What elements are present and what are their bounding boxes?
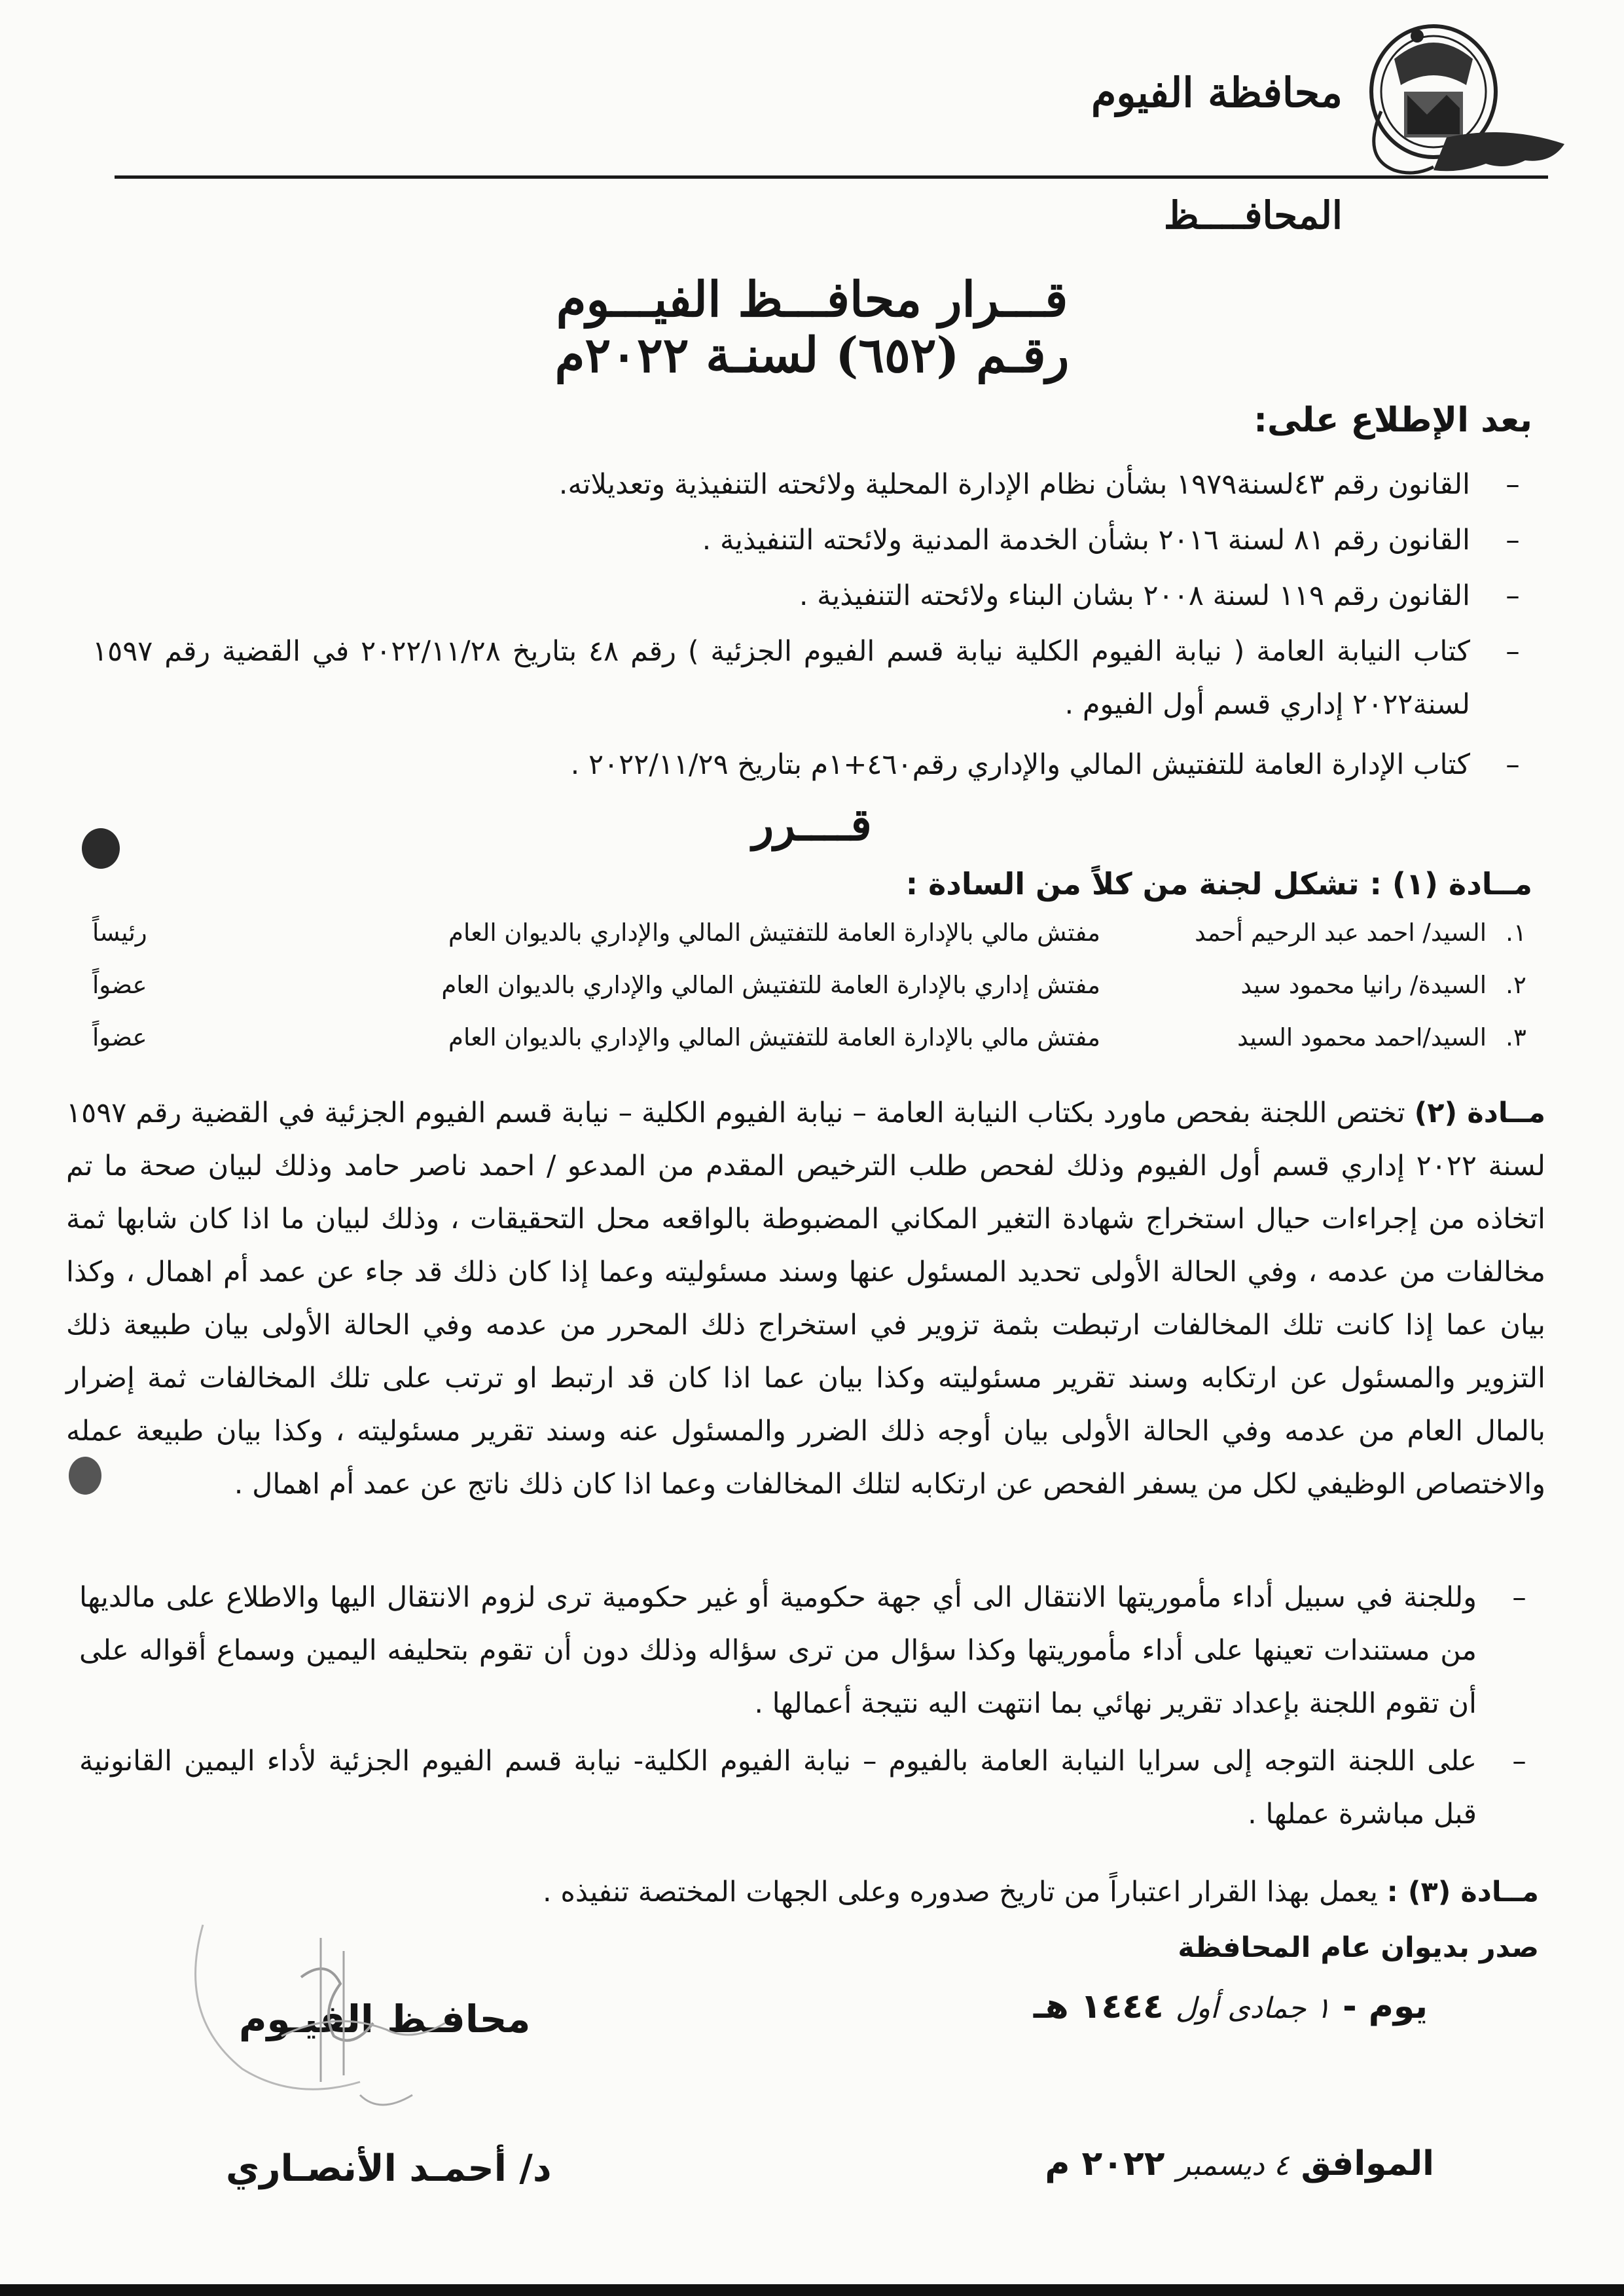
member-row: ٣. السيد/احمد محمود السيد مفتش مالي بالإدارة العامة للتفتيش المالي والإداري بالديوان العام عضواً	[92, 1023, 1526, 1051]
dash-bullet: –	[1506, 748, 1520, 781]
member-position: مفتش مالي بالإدارة العامة للتفتيش المالي والإداري بالديوان العام	[448, 1023, 1100, 1051]
member-row: ٢. السيدة/ رانيا محمود سيد مفتش إداري بالإدارة العامة للتفتيش المالي والإداري بالديوان العام عضواً	[92, 971, 1526, 999]
decision-heading: قــــرر	[752, 799, 872, 851]
handwritten-hijri-day: ١ جمادى أول	[1175, 1992, 1331, 2025]
governorate-name: محافظة الفيوم	[1091, 69, 1343, 117]
article2-heading: مــادة (٢)	[1414, 1097, 1545, 1129]
article2-body	[66, 1087, 1545, 1511]
preamble-item: – القانون رقم ١١٩ لسنة ٢٠٠٨ بشان البناء ولائحته التنفيذية .	[92, 570, 1532, 623]
preamble-item: – كتاب الإدارة العامة للتفتيش المالي والإداري رقم٤٦٠+١م بتاريخ ٢٠٢٢/١١/٢٩ .	[92, 738, 1532, 792]
handwritten-gregorian-day: ٤ ديسمبر	[1176, 2149, 1290, 2182]
member-name: السيد/ احمد عبد الرحيم أحمد	[1195, 919, 1487, 947]
member-row: ١. السيد/ احمد عبد الرحيم أحمد مفتش مالي بالإدارة العامة للتفتيش المالي والإداري بالديوان العام رئيساً	[92, 919, 1526, 947]
article2-text: تختص اللجنة بفحص ماورد بكتاب النيابة العامة – نيابة الفيوم الكلية – نيابة قسم الفيوم الجزئية في القضية رقم ١٥٩٧ لسنة ٢٠٢٢ إداري قسم أول الفيوم وذلك لفحص طلب الترخيص المقدم من المدعو / احمد ناصر حامد وذلك لبيان صحة ما تم اتخاذه من إجراءات حيال استخراج شهادة التغير المكاني المضبوطة بالواقعه محل التحقيقات ، وذلك لبيان ما اذا كان شابها ثمة مخالفات من عدمه ، وفي الحالة الأولى تحديد المسئول عنها وسند مسئوليته وعما إذا كان ذلك قد جاء عن عمد أم اهمال ، وكذا بيان عما إذا كانت تلك المخالفات ارتبطت بثمة تزوير في استخراج ذلك المحرر من عدمه وفي الحالة الأولى بيان طبيعة ذلك التزوير والمسئول عن ارتكابه وسند تقرير مسئوليته وكذا بيان عما اذا كان قد ارتبط او ترتب على تلك المخالفات ثمة إضرار بالمال العام من عدمه وفي الحالة الأولى بيان أوجه ذلك الضرر والمسئول عنه وسند تقرير مسئوليته ، وكذا بيان طبيعة عمله والاختصاص الوظيفي لكل من يسفر الفحص عن ارتكابه لتلك المخالفات وعما اذا كان ذلك ناتج عن عمد أم اهمال .	[66, 1097, 1545, 1501]
gregorian-date: الموافق ٤ ديسمبر ٢٠٢٢ م	[1045, 2144, 1434, 2183]
dash-bullet: –	[1506, 635, 1520, 668]
decree-number: رقـم (٦٥٢) لسنـة ٢٠٢٢م	[554, 327, 1070, 384]
member-position: مفتش مالي بالإدارة العامة للتفتيش المالي والإداري بالديوان العام	[448, 919, 1100, 947]
dash-bullet: –	[1512, 1745, 1526, 1777]
member-name: السيدة/ رانيا محمود سيد	[1240, 971, 1487, 999]
header-divider	[115, 175, 1548, 179]
dash-bullet: –	[1506, 468, 1520, 501]
fayoum-governorate-emblem-icon	[1355, 13, 1571, 177]
signatory-name: د/ أحمـد الأنصـاري	[226, 2147, 552, 2190]
issued-at: صدر بديوان عام المحافظة	[1178, 1931, 1539, 1964]
article3-heading: مــادة (٣) :	[1386, 1876, 1539, 1908]
dash-bullet: –	[1506, 579, 1520, 612]
signature-mark	[164, 1820, 504, 2147]
article2-item: – وللجنة في سبيل أداء مأموريتها الانتقال الى أي جهة حكومية أو غير حكومية ترى لزوم الانتقال اليها والاطلاع على مالديها من مستندات تعينها على أداء مأموريتها وكذا سؤال من ترى سؤاله وذلك دون أن تقوم بتحليفه اليمين وسماع أقواله على أن تقوم اللجنة بإعداد تقرير نهائي بما انتهت اليه نتيجة أعمالها .	[79, 1571, 1539, 1730]
signatory-title: محافـظ الفيـوم	[239, 1997, 531, 2041]
member-role: عضواً	[92, 1023, 147, 1051]
article2-item: – على اللجنة التوجه إلى سرايا النيابة العامة بالفيوم – نيابة الفيوم الكلية- نيابة قسم الفيوم الجزئية لأداء اليمين القانونية قبل مباشرة عملها .	[79, 1735, 1539, 1841]
article1-heading: مــادة (١) : تشكل لجنة من كلاً من السادة :	[905, 866, 1532, 902]
scan-edge	[0, 2284, 1624, 2296]
member-role: رئيساً	[92, 919, 147, 947]
dash-bullet: –	[1512, 1581, 1526, 1614]
member-name: السيد/احمد محمود السيد	[1237, 1023, 1487, 1051]
committee-members	[92, 913, 1532, 1070]
preamble-item: – القانون رقم ٨١ لسنة ٢٠١٦ بشأن الخدمة المدنية ولائحته التنفيذية .	[92, 514, 1532, 567]
preamble-item: – كتاب النيابة العامة ( نيابة الفيوم الكلية نيابة قسم الفيوم الجزئية ) رقم ٤٨ بتاريخ ٢٠٢٢/١١/٢٨ في القضية رقم ١٥٩٧ لسنة٢٠٢٢ إداري قسم أول الفيوم .	[92, 625, 1532, 731]
member-position: مفتش إداري بالإدارة العامة للتفتيش المالي والإداري بالديوان العام	[441, 971, 1100, 999]
preamble-item: – القانون رقم ٤٣لسنة١٩٧٩ بشأن نظام الإدارة المحلية ولائحته التنفيذية وتعديلاته.	[92, 458, 1532, 511]
hijri-date: يوم - ١ جمادى أول ١٤٤٤ هـ	[1033, 1987, 1428, 2026]
dash-bullet: –	[1506, 524, 1520, 556]
article3-text: يعمل بهذا القرار اعتباراً من تاريخ صدوره وعلى الجهات المختصة تنفيذه .	[543, 1876, 1378, 1908]
preamble-heading: بعد الإطلاع على:	[1254, 401, 1532, 440]
office-title: المحافــــظ	[1163, 193, 1343, 238]
decree-title: قـــرار محافـــظ الفيـــوم	[556, 272, 1068, 328]
member-role: عضواً	[92, 971, 147, 999]
